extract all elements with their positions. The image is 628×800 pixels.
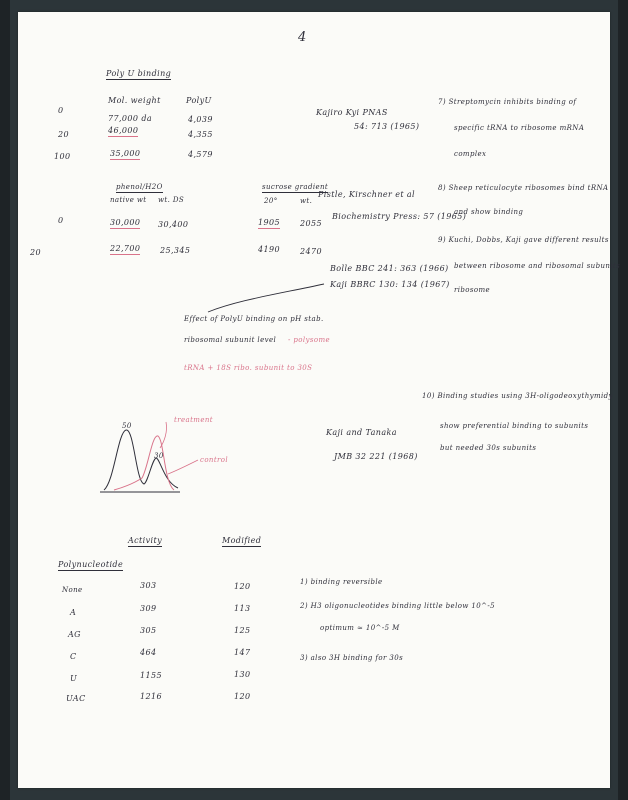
table2-header: phenol/H2O bbox=[116, 183, 163, 191]
bottom-note-line: 3) also 3H binding for 30s bbox=[300, 654, 404, 662]
table2-row-key: 0 bbox=[58, 216, 64, 225]
bottom-table-cell: 125 bbox=[234, 626, 251, 635]
note-line: between ribosome and ribosomal subunits bbox=[454, 262, 621, 270]
polyu-title: Poly U binding bbox=[106, 69, 172, 78]
peak-label: 50 bbox=[122, 422, 132, 430]
table2-cell: 4190 bbox=[258, 245, 280, 254]
mid-note-line: Effect of PolyU binding on pH stab. bbox=[184, 315, 324, 323]
reference-line: Kaji and Tanaka bbox=[326, 428, 397, 437]
bottom-table-key: AG bbox=[68, 630, 81, 639]
peak-label: 30 bbox=[154, 452, 164, 460]
table2-cell: 1905 bbox=[258, 218, 280, 227]
bottom-table-cell: 464 bbox=[140, 648, 157, 657]
bottom-table-cell: 120 bbox=[234, 582, 251, 591]
sedimentation-sketch bbox=[18, 12, 610, 788]
bottom-table-header: Modified bbox=[222, 536, 262, 545]
note-line: complex bbox=[454, 150, 487, 158]
handwritten-notes-page bbox=[18, 12, 621, 788]
bottom-table-cell: 309 bbox=[140, 604, 157, 613]
polyu-row-value: 4,355 bbox=[188, 130, 213, 139]
reference-line: 54: 713 (1965) bbox=[354, 122, 420, 131]
table2-subheader: 20° bbox=[264, 197, 278, 205]
bottom-table-cell: 305 bbox=[140, 626, 157, 635]
bottom-note-line: 2) H3 oligonucleotides binding little below 10^-5 bbox=[300, 602, 495, 610]
pink-annotation: control bbox=[200, 456, 229, 464]
polyu-row-key: 100 bbox=[54, 152, 71, 161]
bottom-table-cell: 1155 bbox=[140, 671, 162, 680]
reference-line: Pistle, Kirschner et al bbox=[318, 190, 416, 199]
table2-cell: 2470 bbox=[300, 247, 322, 256]
pink-annotation: treatment bbox=[174, 416, 213, 424]
polyu-header-molweight: Mol. weight bbox=[108, 96, 161, 105]
bottom-note-line: 1) binding reversible bbox=[300, 578, 383, 586]
table2-cell: 2055 bbox=[300, 219, 322, 228]
reference-line: Biochemistry Press: 57 (1965) bbox=[332, 212, 467, 221]
table2-subheader: wt. DS bbox=[158, 196, 185, 204]
table2-subheader: wt. bbox=[300, 197, 313, 205]
note-line: and show binding bbox=[454, 208, 524, 216]
bottom-table-key: U bbox=[70, 674, 78, 683]
bottom-note-line: optimum ≈ 10^-5 M bbox=[320, 624, 400, 632]
reference-line: JMB 32 221 (1968) bbox=[334, 452, 418, 461]
bottom-table-cell: 1216 bbox=[140, 692, 162, 701]
note-line: ribosome bbox=[454, 286, 491, 294]
note-line: 10) Binding studies using 3H-oligodeoxythymidy bbox=[422, 392, 613, 400]
bottom-table-cell: 147 bbox=[234, 648, 251, 657]
bottom-table-key: A bbox=[70, 608, 77, 617]
polyu-row-key: 20 bbox=[58, 130, 69, 139]
polyu-header-polyu: PolyU bbox=[186, 96, 212, 105]
reference-line: Kaji BBRC 130: 134 (1967) bbox=[330, 280, 450, 289]
bottom-table-key: None bbox=[62, 586, 83, 594]
polyu-row-value: 4,579 bbox=[188, 150, 213, 159]
table2-cell: 30,000 bbox=[110, 218, 141, 227]
bottom-table-cell: 303 bbox=[140, 581, 157, 590]
table2-row-key: 20 bbox=[30, 248, 41, 257]
table2-header: sucrose gradient bbox=[262, 183, 329, 191]
table2-cell: 25,345 bbox=[160, 246, 191, 255]
binder-edge-left bbox=[0, 0, 10, 800]
reference-line: Kajiro Kyi PNAS bbox=[316, 108, 388, 117]
note-line: 8) Sheep reticulocyte ribosomes bind tRNA bbox=[438, 184, 609, 192]
polyu-row-value: 77,000 da bbox=[108, 114, 153, 123]
page-number: 4 bbox=[298, 30, 307, 45]
bottom-table-header: Activity bbox=[128, 536, 163, 545]
note-line: 9) Kuchi, Dobbs, Kaji gave different results bbox=[438, 236, 609, 244]
mid-note-line: ribosomal subunit level bbox=[184, 336, 277, 344]
note-line: specific tRNA to ribosome mRNA bbox=[454, 124, 585, 132]
note-line: 7) Streptomycin inhibits binding of bbox=[438, 98, 577, 106]
table2-cell: 22,700 bbox=[110, 244, 141, 253]
table2-subheader: native wt bbox=[110, 196, 147, 204]
table2-cell: 30,400 bbox=[158, 220, 189, 229]
binder-edge-right bbox=[618, 0, 628, 800]
bottom-table-key: C bbox=[70, 652, 77, 661]
reference-line: Bolle BBC 241: 363 (1966) bbox=[330, 264, 449, 273]
polyu-row-value: 35,000 bbox=[110, 149, 141, 158]
polyu-row-value: 46,000 bbox=[108, 126, 139, 135]
bottom-table-side-label: Polynucleotide bbox=[58, 560, 124, 569]
bottom-table-cell: 130 bbox=[234, 670, 251, 679]
mid-note-pink: - polysome bbox=[288, 336, 331, 344]
note-line: but needed 30s subunits bbox=[440, 444, 537, 452]
polyu-row-value: 4,039 bbox=[188, 115, 213, 124]
bottom-table-cell: 120 bbox=[234, 692, 251, 701]
bottom-table-key: UAC bbox=[66, 694, 86, 703]
bottom-table-cell: 113 bbox=[234, 604, 251, 613]
polyu-row-key: 0 bbox=[58, 106, 64, 115]
mid-note-pink: tRNA + 18S ribo. subunit to 30S bbox=[184, 364, 313, 372]
note-line: show preferential binding to subunits bbox=[440, 422, 589, 430]
